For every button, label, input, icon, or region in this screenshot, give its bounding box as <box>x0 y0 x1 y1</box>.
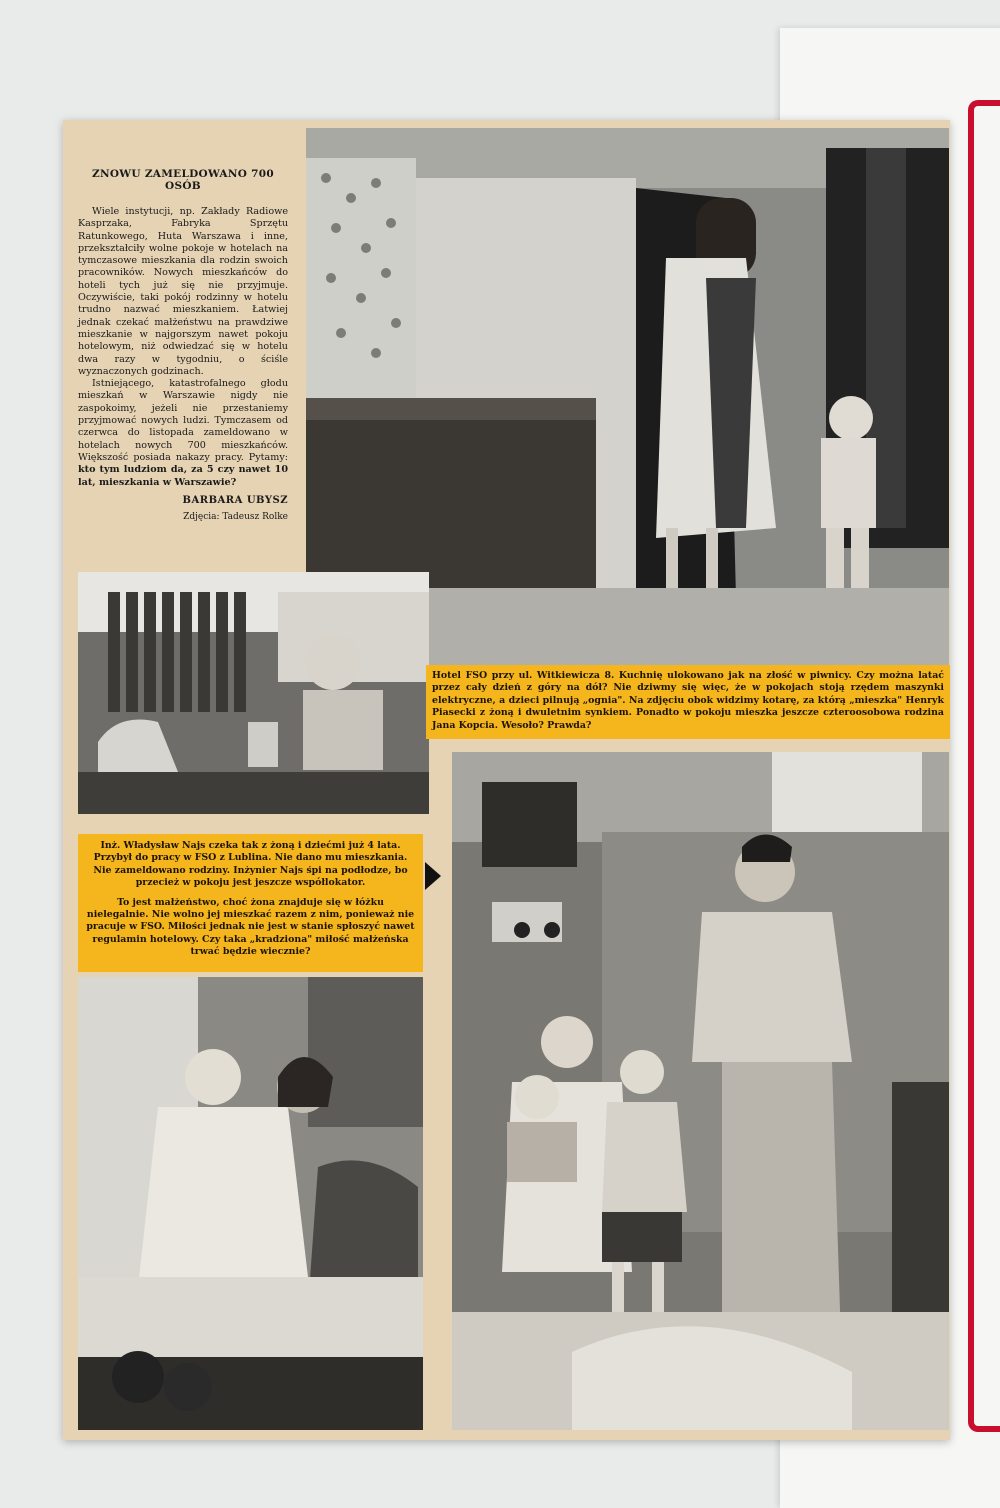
article-paragraph-2 <box>78 378 288 489</box>
newspaper-clipping <box>63 120 950 1440</box>
article-headline: ZNOWU ZAMELDOWANO 700 OSÓB <box>92 168 274 192</box>
article-column <box>78 168 288 608</box>
photo-toddler-radiator <box>78 572 429 814</box>
arrow-right-icon <box>425 862 441 890</box>
caption-hotel-kitchen <box>426 665 950 739</box>
caption-najs-paragraph-1: Inż. Władysław Najs czeka tak z żoną i dziećmi już 4 lata. Przybył do pracy w FSO z Lublina. Nie dano mu mieszkania. Nie zameldowano rodziny. Inżynier Najs śpi na podłodze, bo przecież w pokoju jest jeszcze współlokator. <box>93 840 408 889</box>
article-author: BARBARA UBYSZ <box>182 494 288 506</box>
article-paragraph-2-text: Istniejącego, katastrofalnego głodu mieszkań w Warszawie nigdy nie zaspokoimy, jeżeli nie przestaniemy przyjmować nowych ludzi. Tymczasem od czerwca do listopada zameldowano w hotelach nowych 700 mieszkańców. Większość posiada nakazy pracy. Pytamy: <box>78 378 288 463</box>
article-question: kto tym ludziom da, za 5 czy nawet 10 lat, mieszkania w Warszawie? <box>78 464 288 488</box>
photo-family-standing <box>452 752 949 1430</box>
caption-najs-paragraph-2: To jest małżeństwo, choć żona znajduje się w łóżku nielegalnie. Nie wolno jej mieszkać razem z nim, ponieważ nie pracuje w FSO. Miłości jednak nie jest w stanie spłoszyć nawet regulamin hotelowy. Czy taka „kradziona" miłość małżeńska trwać będzie wiecznie? <box>86 896 415 958</box>
photo-credit: Zdjęcia: Tadeusz Rolke <box>183 512 288 523</box>
article-paragraph-1: Wiele instytucji, np. Zakłady Radiowe Kasprzaka, Fabryka Sprzętu Ratunkowego, Huta Warszawa i inne, przekształciły wolne pokoje w hotelach na tymczasowe mieszkania dla rodzin swoich pracowników. Nowych mieszkańców do hoteli tych już się nie przyjmuje. Oczywiście, taki pokój rodzinny w hotelu trudno nazwać mieszkaniem. Łatwiej jednak czekać małżeństwu na prawdziwe mieszkanie w najgorszym nawet pokoju hotelowym, niż odwiedzać się w hotelu dwa razy w tygodniu, o ściśle wyznaczonych godzinach. <box>78 206 288 377</box>
photo-couple-in-bed <box>78 977 423 1430</box>
caption-najs-family <box>78 834 423 972</box>
caption-hotel-text: Hotel FSO przy ul. Witkiewicza 8. Kuchnię ulokowano jak na złość w piwnicy. Czy można latać przez cały dzień z góry na dół? Nie dziwmy się więc, że w pokojach stoją rzędem maszynki elektryczne, a dzieci pilnują „ognia". Na zdjęciu obok widzimy kotarę, za którą „mieszka" Henryk Piasecki z żoną i dwuletnim synkiem. Ponadto w pokoju mieszka jeszcze czteroosobowa rodzina Jana Kopcia. Wesoło? Prawda? <box>432 670 944 731</box>
red-folder-frame <box>968 100 1000 1432</box>
